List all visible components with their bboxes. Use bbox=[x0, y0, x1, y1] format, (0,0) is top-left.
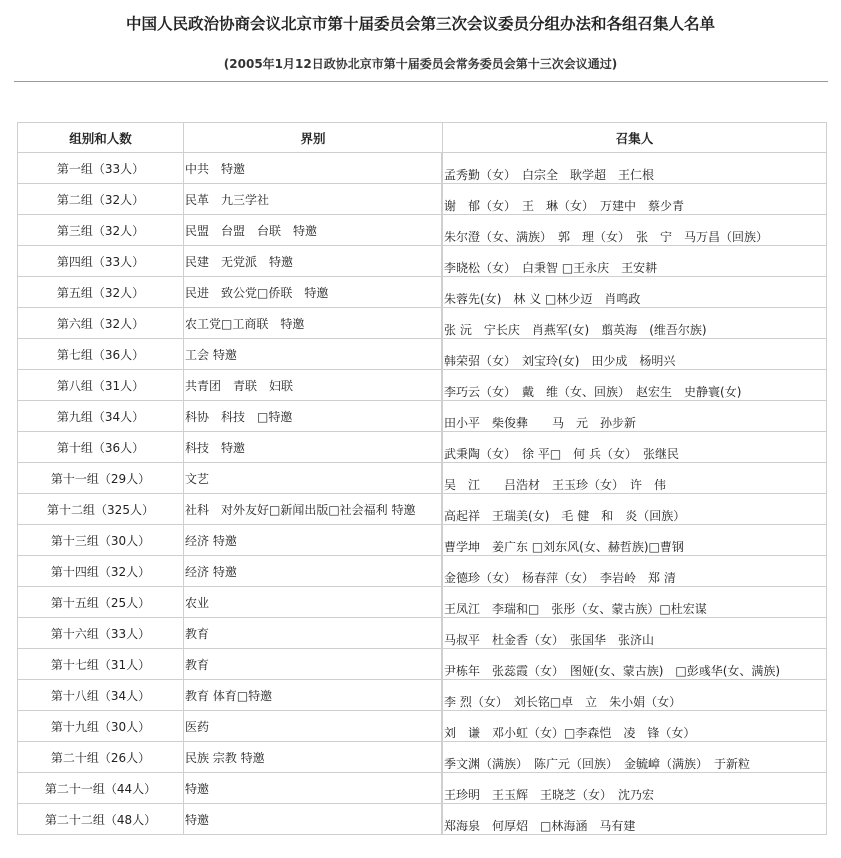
row-conveners-cell: 谢 郁（女） 王 琳（女） 万建中 蔡少青 bbox=[443, 184, 827, 215]
table-row bbox=[18, 432, 827, 463]
row-sector-cell: 经济 特邀 bbox=[184, 556, 442, 587]
row-sector-cell: 民进 致公党□侨联 特邀 bbox=[184, 277, 442, 308]
row-conveners-cell: 刘 谦 邓小虹（女）□李森恺 凌 锋（女） bbox=[443, 711, 827, 742]
row-group-cell: 第十九组（30人） bbox=[18, 711, 184, 742]
row-group-cell: 第四组（33人） bbox=[18, 246, 184, 277]
row-group-cell: 第八组（31人） bbox=[18, 370, 184, 401]
row-group-cell: 第十六组（33人） bbox=[18, 618, 184, 649]
table-row bbox=[18, 463, 827, 494]
row-group-cell: 第十五组（25人） bbox=[18, 587, 184, 618]
row-conveners-cell: 金德珍（女） 杨春萍（女） 李岩岭 郑 清 bbox=[443, 556, 827, 587]
row-conveners-cell: 朱尔澄（女、满族） 郭 理（女） 张 宁 马万昌（回族） bbox=[443, 215, 827, 246]
row-sector-cell: 教育 体育□特邀 bbox=[184, 680, 442, 711]
row-group-cell: 第二十二组（48人） bbox=[18, 804, 184, 835]
document-title: 中国人民政治协商会议北京市第十届委员会第三次会议委员分组办法和各组召集人名单 bbox=[125, 15, 715, 33]
row-conveners-cell: 韩荣弨（女） 刘宝玲(女) 田少成 杨明兴 bbox=[443, 339, 827, 370]
row-sector-cell: 科协 科技 □特邀 bbox=[184, 401, 442, 432]
document-subtitle: (2005年1月12日政协北京市第十届委员会常务委员会第十三次会议通过) bbox=[223, 57, 618, 71]
row-group-cell: 第二组（32人） bbox=[18, 184, 184, 215]
row-group-cell: 第六组（32人） bbox=[18, 308, 184, 339]
row-conveners-cell: 季文渊（满族） 陈广元（回族） 金毓嶂（满族） 于新粒 bbox=[443, 742, 827, 773]
row-conveners-cell: 马叔平 杜金香（女） 张国华 张济山 bbox=[443, 618, 827, 649]
row-sector-cell: 中共 特邀 bbox=[184, 153, 442, 184]
row-sector-cell: 共青团 青联 妇联 bbox=[184, 370, 442, 401]
table-header-row bbox=[18, 123, 827, 153]
row-conveners-cell: 王凤江 李瑞和□ 张彤（女、蒙古族）□杜宏谋 bbox=[443, 587, 827, 618]
row-sector-cell: 经济 特邀 bbox=[184, 525, 442, 556]
row-conveners-cell: 郑海泉 何厚炤 □林海涵 马有建 bbox=[443, 804, 827, 835]
table-row bbox=[18, 401, 827, 432]
table-row bbox=[18, 742, 827, 773]
row-conveners-cell: 吴 江 吕浩材 王玉珍（女） 许 伟 bbox=[443, 463, 827, 494]
row-sector-cell: 特邀 bbox=[184, 773, 442, 804]
table-row bbox=[18, 587, 827, 618]
row-conveners-cell: 张 沅 宁长庆 肖燕军(女) 翦英海 (维吾尔族) bbox=[443, 308, 827, 339]
table-row bbox=[18, 556, 827, 587]
table-row bbox=[18, 308, 827, 339]
row-group-cell: 第一组（33人） bbox=[18, 153, 184, 184]
row-group-cell: 第十四组（32人） bbox=[18, 556, 184, 587]
header-conveners: 召集人 bbox=[443, 123, 827, 153]
group-roster-table bbox=[17, 122, 827, 835]
row-conveners-cell: 李 烈（女） 刘长铭□卓 立 朱小娟（女） bbox=[443, 680, 827, 711]
row-group-cell: 第十二组（325人） bbox=[18, 494, 184, 525]
row-conveners-cell: 王珍明 王玉辉 王晓芝（女） 沈乃宏 bbox=[443, 773, 827, 804]
row-sector-cell: 社科 对外友好□新闻出版□社会福利 特邀 bbox=[184, 494, 442, 525]
row-group-cell: 第三组（32人） bbox=[18, 215, 184, 246]
row-group-cell: 第二十一组（44人） bbox=[18, 773, 184, 804]
row-conveners-cell: 田小平 柴俊彝 马 元 孙步新 bbox=[443, 401, 827, 432]
table-row bbox=[18, 804, 827, 835]
row-conveners-cell: 尹栋年 张蕊霞（女） 图娅(女、蒙古族) □彭彧华(女、满族) bbox=[443, 649, 827, 680]
row-sector-cell: 民盟 台盟 台联 特邀 bbox=[184, 215, 442, 246]
table-row bbox=[18, 246, 827, 277]
row-conveners-cell: 李晓松（女） 白秉智 □王永庆 王安耕 bbox=[443, 246, 827, 277]
row-sector-cell: 民族 宗教 特邀 bbox=[184, 742, 442, 773]
row-group-cell: 第十一组（29人） bbox=[18, 463, 184, 494]
row-conveners-cell: 朱蓉先(女) 林 义 □林少迈 肖鸣政 bbox=[443, 277, 827, 308]
row-group-cell: 第五组（32人） bbox=[18, 277, 184, 308]
row-group-cell: 第十八组（34人） bbox=[18, 680, 184, 711]
row-group-cell: 第十七组（31人） bbox=[18, 649, 184, 680]
row-conveners-cell: 高起祥 王瑞美(女) 毛 健 和 炎（回族） bbox=[443, 494, 827, 525]
row-group-cell: 第十组（36人） bbox=[18, 432, 184, 463]
table-row bbox=[18, 494, 827, 525]
row-sector-cell: 教育 bbox=[184, 649, 442, 680]
row-conveners-cell: 孟秀勤（女） 白宗全 耿学超 王仁根 bbox=[443, 153, 827, 184]
row-group-cell: 第十三组（30人） bbox=[18, 525, 184, 556]
table-row bbox=[18, 184, 827, 215]
table-row bbox=[18, 773, 827, 804]
row-sector-cell: 特邀 bbox=[184, 804, 442, 835]
table-row bbox=[18, 153, 827, 184]
row-conveners-cell: 武秉陶（女） 徐 平□ 何 兵（女） 张继民 bbox=[443, 432, 827, 463]
header-sector: 界别 bbox=[184, 123, 443, 153]
row-sector-cell: 教育 bbox=[184, 618, 442, 649]
table-row bbox=[18, 277, 827, 308]
row-sector-cell: 民革 九三学社 bbox=[184, 184, 442, 215]
table-row bbox=[18, 618, 827, 649]
row-group-cell: 第七组（36人） bbox=[18, 339, 184, 370]
table-row bbox=[18, 711, 827, 742]
row-sector-cell: 科技 特邀 bbox=[184, 432, 442, 463]
header-group: 组别和人数 bbox=[18, 123, 184, 153]
table-row bbox=[18, 370, 827, 401]
table-row bbox=[18, 215, 827, 246]
table-row bbox=[18, 339, 827, 370]
row-sector-cell: 农业 bbox=[184, 587, 442, 618]
row-group-cell: 第二十组（26人） bbox=[18, 742, 184, 773]
table-row bbox=[18, 649, 827, 680]
divider-rule bbox=[14, 81, 828, 82]
table-row bbox=[18, 680, 827, 711]
row-conveners-cell: 曹学坤 姜广东 □刘东风(女、赫哲族)□曹钢 bbox=[443, 525, 827, 556]
row-sector-cell: 工会 特邀 bbox=[184, 339, 442, 370]
row-sector-cell: 医药 bbox=[184, 711, 442, 742]
table-row bbox=[18, 525, 827, 556]
row-conveners-cell: 李巧云（女） 戴 维（女、回族） 赵宏生 史静寰(女) bbox=[443, 370, 827, 401]
row-group-cell: 第九组（34人） bbox=[18, 401, 184, 432]
row-sector-cell: 文艺 bbox=[184, 463, 442, 494]
row-sector-cell: 农工党□工商联 特邀 bbox=[184, 308, 442, 339]
row-sector-cell: 民建 无党派 特邀 bbox=[184, 246, 442, 277]
